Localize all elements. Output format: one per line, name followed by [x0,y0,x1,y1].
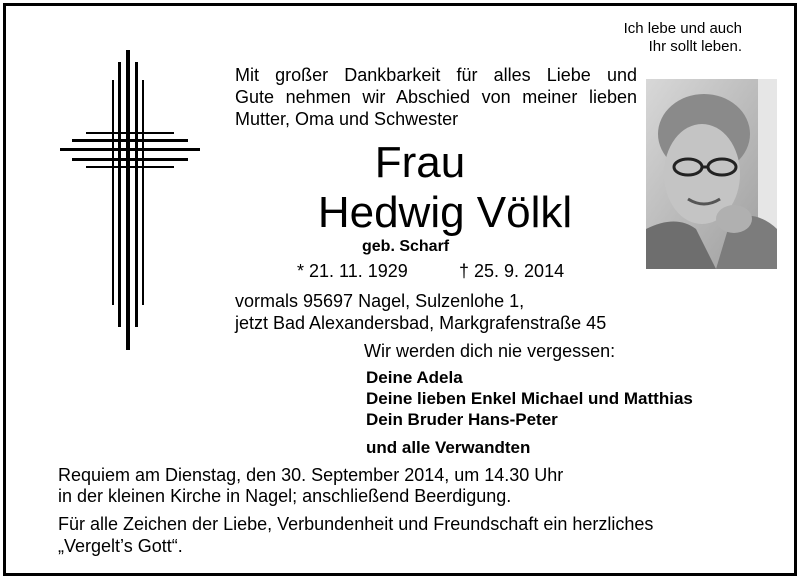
motto-line: Ich lebe und auch [623,20,742,37]
remembrance-text: Wir werden dich nie vergessen: [364,341,616,361]
family-line: Deine Adela [366,368,463,387]
current-address: jetzt Bad Alexandersbad, Markgrafenstraße 45 [235,313,607,333]
motto [624,20,742,56]
requiem-info [58,465,563,507]
portrait-photo [646,79,777,269]
maiden-name: geb. Scharf [362,238,450,255]
family-line: Deine lieben Enkel Michael und Matthias [366,389,693,408]
requiem-line: Requiem am Dienstag, den 30. September 2014, um 14.30 Uhr [58,465,564,485]
cross-icon [60,50,200,350]
intro-line: Gute nehmen wir Abschied von meiner lieben [235,87,637,107]
deceased-salutation: Frau [374,138,466,187]
family-list [366,367,693,458]
death-date: † 25. 9. 2014 [459,261,565,281]
family-line: Dein Bruder Hans-Peter [366,410,558,429]
thanks-text [58,513,653,557]
requiem-line: in der kleinen Kirche in Nagel; anschließend Beerdigung. [58,486,512,506]
intro-text [235,64,637,130]
intro-line: Mutter, Oma und Schwester [235,109,459,129]
thanks-line: „Vergelt’s Gott“. [58,536,183,556]
motto-line: Ihr sollt leben. [648,38,742,55]
deceased-name: Hedwig Völkl [317,188,573,237]
intro-line: Mit großer Dankbarkeit für alles Liebe und [235,65,637,85]
thanks-line: Für alle Zeichen der Liebe, Verbundenheit und Freundschaft ein herzliches [58,514,654,534]
former-address: vormals 95697 Nagel, Sulzenlohe 1, [235,291,525,311]
birth-date: * 21. 11. 1929 [297,261,408,281]
family-line: und alle Verwandten [366,438,531,457]
address [235,290,606,334]
